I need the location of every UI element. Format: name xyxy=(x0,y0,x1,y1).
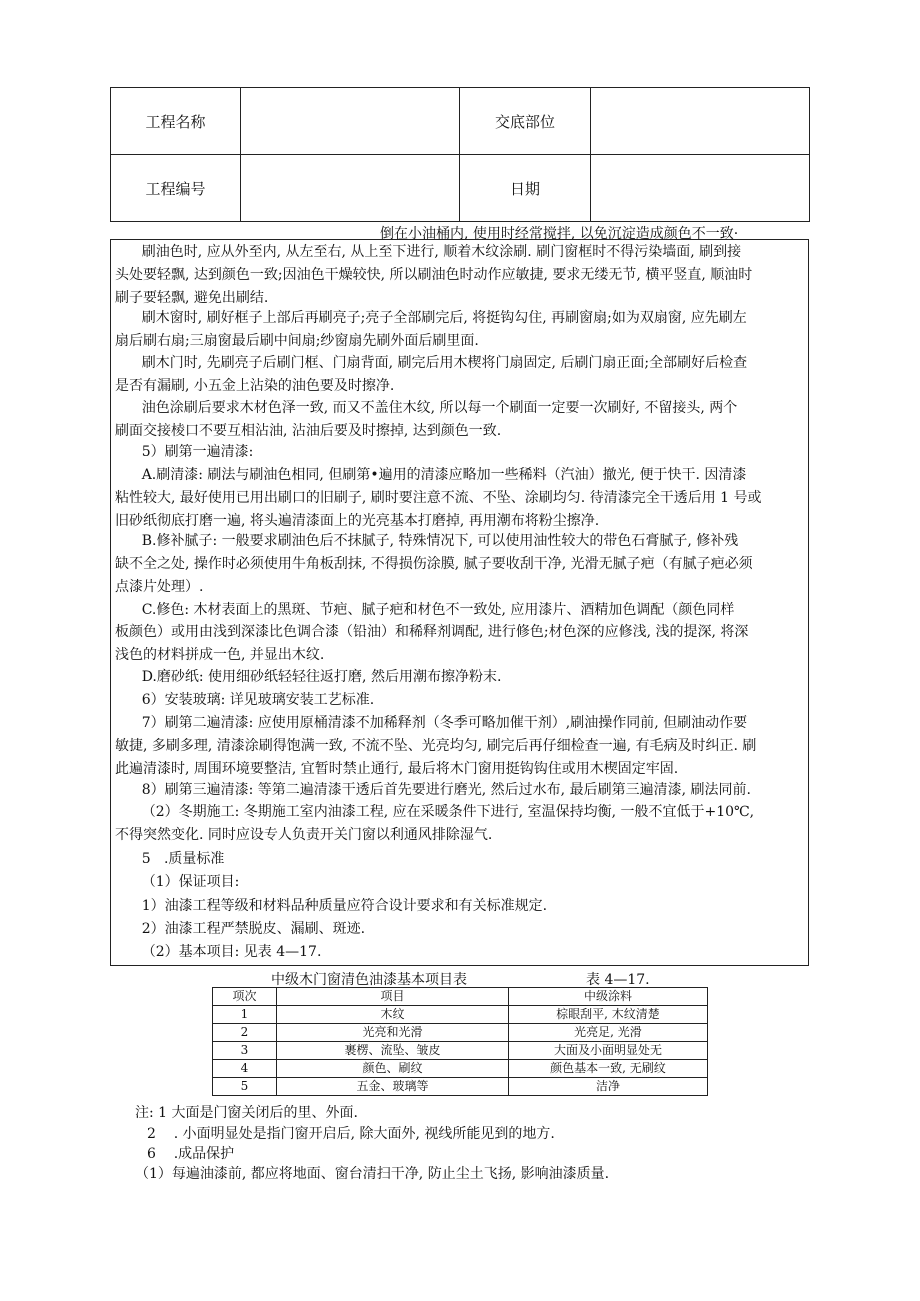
table-header-cell: 项次 xyxy=(213,988,277,1006)
table-header-row xyxy=(213,988,708,1006)
content-line: 油色涂刷后要求木材色泽一致, 而又不盖住木纹, 所以每一个刷面一定要一次刷好, 不留接头, 两个 xyxy=(115,400,738,416)
table-cell: 棕眼刮平, 木纹清楚 xyxy=(509,1006,708,1024)
content-line: 8）刷第三遍清漆: 等第二遍清漆干透后首先要进行磨光, 然后过水布, 最后刷第三遍清漆, 刷法同前. xyxy=(115,782,751,798)
table-cell: 3 xyxy=(213,1042,277,1060)
content-line: 此遍清漆时, 周围环境要整洁, 宜暂时禁止通行, 最后将木门窗用挺钩钩住或用木楔固定牢固. xyxy=(115,761,679,777)
content-line: A.刷清漆: 刷法与刷油色相同, 但刷第•遍用的清漆应略加一些稀料（汽油）撤光, 便于快干. 因清漆 xyxy=(115,467,747,483)
date-label: 日期 xyxy=(460,155,591,222)
items-table xyxy=(212,987,708,1096)
content-line: 扇后刷右扇;三扇窗最后刷中间扇;纱窗扇先刷外面后刷里面. xyxy=(115,333,479,349)
note-line: 6 .成品保护 xyxy=(147,1146,235,1162)
content-line: B.修补腻子: 一般要求刷油色后不抹腻子, 特殊情况下, 可以使用油性较大的带色石膏腻子, 修补残 xyxy=(115,533,739,549)
table-cell: 1 xyxy=(213,1006,277,1024)
date-value xyxy=(591,155,810,222)
content-line: 浅色的材料拼成一色, 并显出木纹. xyxy=(115,647,325,663)
content-line: 点漆片处理）. xyxy=(115,579,204,595)
note-line: （1）每遍油漆前, 都应将地面、窗台清扫干净, 防止尘土飞扬, 影响油漆质量. xyxy=(135,1166,610,1182)
handover-part-label: 交底部位 xyxy=(460,88,591,155)
content-line: 敏捷, 多刷多理, 清漆涂刷得饱满一致, 不流不坠、光亮均匀, 刷完后再仔细检查一遍, 有毛病及时纠正. 刷 xyxy=(115,738,757,754)
content-line: 缺不全之处, 操作时必须使用牛角板刮抹, 不得损伤涂膜, 腻子要收刮干净, 光滑无腻子疤（有腻子疤必须 xyxy=(115,556,753,572)
project-no-label: 工程编号 xyxy=(111,155,241,222)
table-cell: 2 xyxy=(213,1024,277,1042)
content-line: 板颜色）或用由浅到深漆比色调合漆（铅油）和稀释剂调配, 进行修色;材色深的应修浅, 浅的提深, 将深 xyxy=(115,624,749,640)
project-name-label: 工程名称 xyxy=(111,88,241,155)
project-name-value xyxy=(241,88,460,155)
table-header-cell: 中级涂料 xyxy=(509,988,708,1006)
content-line: 5 .质量标准 xyxy=(115,851,225,867)
content-line: 刷面交接棱口不要互相沾油, 沾油后要及时擦掉, 达到颜色一致. xyxy=(115,423,502,439)
project-no-value xyxy=(241,155,460,222)
content-line: C.修色: 木材表面上的黑斑、节疤、腻子疤和材色不一致处, 应用漆片、酒精加色调配（颜色同样 xyxy=(115,602,735,618)
content-line: 刷油色时, 应从外至内, 从左至右, 从上至下进行, 顺着木纹涂刷. 刷门窗框时不得污染墙面, 刷到接 xyxy=(115,244,742,260)
content-line: 是否有漏刷, 小五金上沾染的油色要及时擦净. xyxy=(115,378,395,394)
table-cell: 光亮足, 光滑 xyxy=(509,1024,708,1042)
content-line: 7）刷第二遍清漆: 应使用原桶清漆不加稀释剂（冬季可略加催干剂）,刷油操作同前, 但刷油动作要 xyxy=(115,715,748,731)
content-line: D.磨砂纸: 使用细砂纸轻轻往返打磨, 然后用潮布擦净粉末. xyxy=(115,669,502,685)
content-line: 5）刷第一遍清漆: xyxy=(115,444,254,460)
content-line: 旧砂纸彻底打磨一遍, 将头遍清漆面上的光亮基本打磨掉, 再用潮布将粉尘擦净. xyxy=(115,513,600,529)
content-line: （2）冬期施工: 冬期施工室内油漆工程, 应在采暖条件下进行, 室温保持均衡, 一般不宜低于+10℃, xyxy=(115,804,755,820)
table-cell: 洁净 xyxy=(509,1078,708,1096)
table-cell: 五金、玻璃等 xyxy=(277,1078,509,1096)
table-cell: 木纹 xyxy=(277,1006,509,1024)
content-line: 1）油漆工程等级和材料品种质量应符合设计要求和有关标准规定. xyxy=(115,898,548,914)
continuation-line: 倒在小油桶内, 使用时经常搅拌, 以免沉淀造成颜色不一致· xyxy=(380,226,739,242)
content-line: 刷木门时, 先刷亮子后刷门框、门扇背面, 刷完后用木楔将门扇固定, 后刷门扇正面;全部刷好后检查 xyxy=(115,355,748,371)
table-cell: 大面及小面明显处无 xyxy=(509,1042,708,1060)
content-line: 刷子要轻飘, 避免出刷结. xyxy=(115,290,269,306)
content-line: （2）基本项目: 见表 4—17. xyxy=(115,944,322,960)
table-cell: 4 xyxy=(213,1060,277,1078)
table-cell: 裹楞、流坠、皱皮 xyxy=(277,1042,509,1060)
table-row xyxy=(213,1024,708,1042)
table-cell: 光亮和光滑 xyxy=(277,1024,509,1042)
table-cell: 颜色基本一致, 无刷纹 xyxy=(509,1060,708,1078)
content-line: 6）安装玻璃: 详见玻璃安装工艺标准. xyxy=(115,692,375,708)
content-line: （1）保证项目: xyxy=(115,874,240,890)
table-row xyxy=(213,1042,708,1060)
content-line: 头处要轻飘, 达到颜色一致;因油色干燥较快, 所以刷油色时动作应敏捷, 要求无缕无节, 横平竖直, 顺油时 xyxy=(115,267,753,283)
table-cell: 颜色、刷纹 xyxy=(277,1060,509,1078)
content-line: 刷木窗时, 刷好框子上部后再刷亮子;亮子全部刷完后, 将挺钩勾住, 再刷窗扇;如为双扇窗, 应先刷左 xyxy=(115,310,747,326)
table-header-cell: 项目 xyxy=(277,988,509,1006)
header-info-table xyxy=(110,87,810,222)
content-line: 粘性较大, 最好使用已用出刷口的旧刷子, 刷时要注意不流、不坠、涂刷均匀. 待清漆完全干透后用 1 号或 xyxy=(115,490,762,506)
note-line: 注: 1 大面是门窗关闭后的里、外面. xyxy=(135,1105,358,1121)
table-number: 表 4—17. xyxy=(586,972,650,988)
content-line: 不得突然变化. 同时应设专人负责开关门窗以利通风排除湿气. xyxy=(115,827,493,843)
table-row xyxy=(213,1006,708,1024)
table-row xyxy=(213,1060,708,1078)
table-row xyxy=(213,1078,708,1096)
content-line: 2）油漆工程严禁脱皮、漏刷、斑迹. xyxy=(115,921,366,937)
note-line: 2 . 小面明显处是指门窗开启后, 除大面外, 视线所能见到的地方. xyxy=(147,1126,555,1142)
handover-part-value xyxy=(591,88,810,155)
table-cell: 5 xyxy=(213,1078,277,1096)
table-caption: 中级木门窗清色油漆基本项目表 xyxy=(271,972,467,988)
